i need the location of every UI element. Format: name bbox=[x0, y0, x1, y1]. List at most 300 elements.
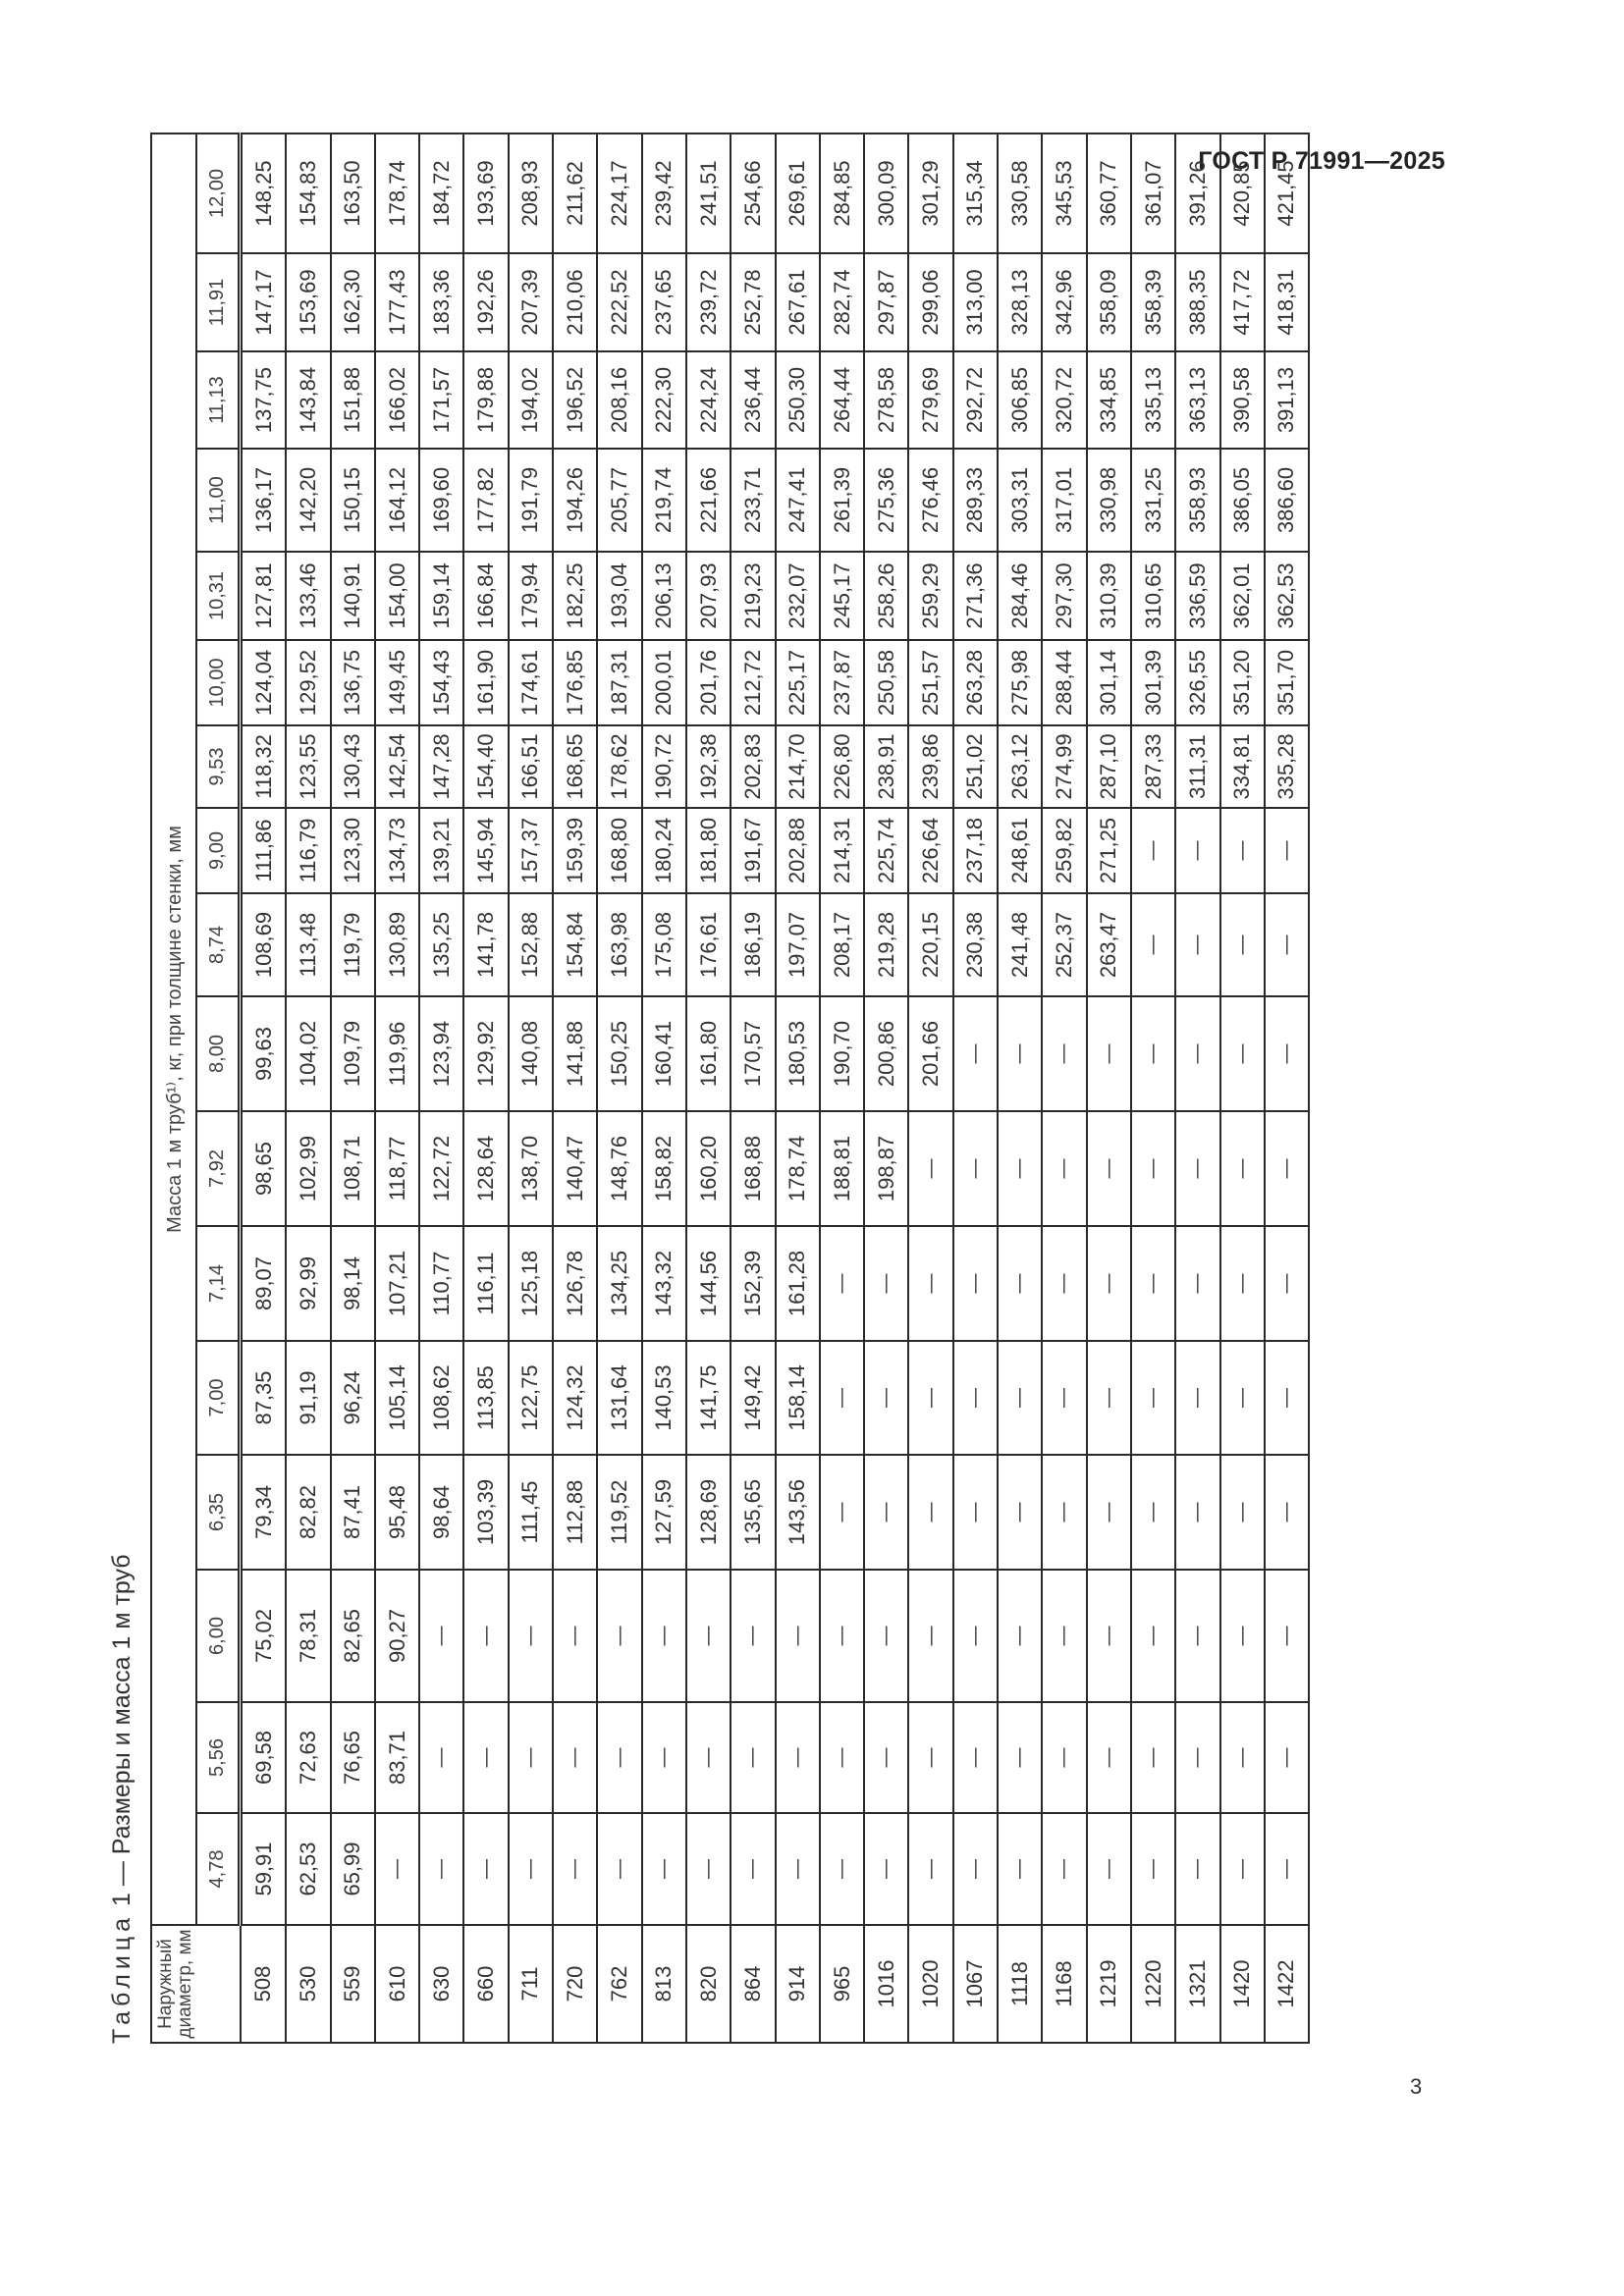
cell-mass: 184,72 bbox=[419, 133, 463, 253]
cell-mass: 362,01 bbox=[1220, 552, 1265, 640]
cell-mass: 210,06 bbox=[553, 253, 597, 351]
cell-mass: 328,13 bbox=[998, 253, 1042, 351]
table-row bbox=[241, 133, 287, 2043]
cell-mass: 326,55 bbox=[1175, 640, 1219, 725]
table-row bbox=[286, 133, 330, 2043]
cell-diameter: 1020 bbox=[908, 1925, 952, 2043]
cell-mass: 193,04 bbox=[597, 552, 641, 640]
cell-mass: 279,69 bbox=[908, 351, 952, 449]
cell-mass: 76,65 bbox=[331, 1702, 375, 1813]
cell-mass: 263,12 bbox=[998, 725, 1042, 808]
cell-mass: — bbox=[1265, 1702, 1309, 1813]
cell-mass: — bbox=[998, 1570, 1042, 1702]
table-row bbox=[642, 133, 686, 2043]
cell-diameter: 914 bbox=[776, 1925, 820, 2043]
cell-mass: — bbox=[820, 1455, 864, 1570]
cell-mass: — bbox=[731, 1570, 775, 1702]
cell-mass: 194,26 bbox=[553, 449, 597, 552]
cell-mass: 59,91 bbox=[241, 1813, 287, 1925]
cell-mass: 222,52 bbox=[597, 253, 641, 351]
cell-mass: 143,84 bbox=[286, 351, 330, 449]
cell-mass: — bbox=[864, 1570, 908, 1702]
cell-mass: 259,29 bbox=[908, 552, 952, 640]
cell-mass: — bbox=[953, 1341, 998, 1455]
cell-mass: — bbox=[998, 1226, 1042, 1341]
cell-mass: 140,53 bbox=[642, 1341, 686, 1455]
cell-mass: 275,98 bbox=[998, 640, 1042, 725]
cell-mass: 259,82 bbox=[1042, 808, 1086, 893]
cell-mass: 103,39 bbox=[463, 1455, 508, 1570]
table-row bbox=[463, 133, 508, 2043]
cell-mass: 194,02 bbox=[509, 351, 553, 449]
header-thickness-2: 6,00 bbox=[196, 1570, 241, 1702]
table-row bbox=[1087, 133, 1131, 2043]
cell-mass: 128,69 bbox=[686, 1455, 731, 1570]
cell-mass: 127,59 bbox=[642, 1455, 686, 1570]
cell-mass: 82,82 bbox=[286, 1455, 330, 1570]
cell-mass: — bbox=[908, 1455, 952, 1570]
cell-mass: 250,58 bbox=[864, 640, 908, 725]
cell-mass: 237,65 bbox=[642, 253, 686, 351]
cell-mass: 334,85 bbox=[1087, 351, 1131, 449]
pipe-mass-table bbox=[150, 133, 1310, 2044]
cell-mass: — bbox=[1087, 1702, 1131, 1813]
cell-mass: — bbox=[1087, 1455, 1131, 1570]
cell-mass: 168,65 bbox=[553, 725, 597, 808]
cell-mass: — bbox=[908, 1813, 952, 1925]
cell-mass: 119,79 bbox=[331, 893, 375, 996]
cell-mass: 222,30 bbox=[642, 351, 686, 449]
cell-mass: 166,51 bbox=[509, 725, 553, 808]
cell-mass: — bbox=[419, 1813, 463, 1925]
cell-mass: 418,31 bbox=[1265, 253, 1309, 351]
cell-diameter: 1016 bbox=[864, 1925, 908, 2043]
cell-mass: 143,32 bbox=[642, 1226, 686, 1341]
table-row bbox=[864, 133, 908, 2043]
cell-mass: 154,43 bbox=[419, 640, 463, 725]
cell-mass: 141,88 bbox=[553, 996, 597, 1111]
cell-mass: 179,88 bbox=[463, 351, 508, 449]
table-body bbox=[241, 133, 1310, 2043]
cell-mass: 208,16 bbox=[597, 351, 641, 449]
table-row bbox=[998, 133, 1042, 2043]
cell-mass: — bbox=[1265, 1570, 1309, 1702]
cell-mass: 161,80 bbox=[686, 996, 731, 1111]
cell-mass: — bbox=[1265, 1111, 1309, 1226]
cell-mass: 201,66 bbox=[908, 996, 952, 1111]
cell-mass: 148,25 bbox=[241, 133, 287, 253]
cell-mass: 127,81 bbox=[241, 552, 287, 640]
cell-mass: 192,38 bbox=[686, 725, 731, 808]
cell-mass: 181,80 bbox=[686, 808, 731, 893]
cell-diameter: 1118 bbox=[998, 1925, 1042, 2043]
cell-mass: — bbox=[908, 1570, 952, 1702]
cell-mass: 118,77 bbox=[375, 1111, 419, 1226]
cell-mass: — bbox=[1042, 1455, 1086, 1570]
cell-mass: 188,81 bbox=[820, 1111, 864, 1226]
cell-mass: — bbox=[1175, 1570, 1219, 1702]
cell-mass: — bbox=[731, 1702, 775, 1813]
cell-mass: — bbox=[419, 1702, 463, 1813]
cell-mass: 276,46 bbox=[908, 449, 952, 552]
cell-mass: 171,57 bbox=[419, 351, 463, 449]
cell-mass: 166,84 bbox=[463, 552, 508, 640]
cell-mass: 205,77 bbox=[597, 449, 641, 552]
cell-mass: 237,87 bbox=[820, 640, 864, 725]
cell-mass: 292,72 bbox=[953, 351, 998, 449]
cell-mass: — bbox=[1087, 1111, 1131, 1226]
cell-diameter: 965 bbox=[820, 1925, 864, 2043]
cell-mass: — bbox=[1220, 1341, 1265, 1455]
cell-mass: — bbox=[1265, 1455, 1309, 1570]
cell-mass: — bbox=[1087, 996, 1131, 1111]
cell-mass: 211,62 bbox=[553, 133, 597, 253]
table-caption-title: 1 — Размеры и масса 1 м труб bbox=[108, 1554, 135, 1913]
cell-mass: 158,14 bbox=[776, 1341, 820, 1455]
cell-mass: 200,01 bbox=[642, 640, 686, 725]
cell-mass: 116,11 bbox=[463, 1226, 508, 1341]
cell-mass: 202,88 bbox=[776, 808, 820, 893]
header-thickness-5: 7,14 bbox=[196, 1226, 241, 1341]
cell-mass: 421,45 bbox=[1265, 133, 1309, 253]
cell-mass: 144,56 bbox=[686, 1226, 731, 1341]
cell-diameter: 1422 bbox=[1265, 1925, 1309, 2043]
cell-mass: 161,28 bbox=[776, 1226, 820, 1341]
cell-mass: 225,17 bbox=[776, 640, 820, 725]
cell-mass: — bbox=[820, 1570, 864, 1702]
cell-mass: — bbox=[1220, 1111, 1265, 1226]
cell-mass: 134,25 bbox=[597, 1226, 641, 1341]
cell-mass: — bbox=[998, 1341, 1042, 1455]
cell-mass: — bbox=[1175, 1702, 1219, 1813]
cell-mass: 110,77 bbox=[419, 1226, 463, 1341]
table-row bbox=[375, 133, 419, 2043]
cell-mass: 345,53 bbox=[1042, 133, 1086, 253]
cell-mass: — bbox=[1087, 1570, 1131, 1702]
cell-mass: 335,13 bbox=[1131, 351, 1175, 449]
cell-mass: — bbox=[642, 1813, 686, 1925]
cell-mass: — bbox=[1131, 1455, 1175, 1570]
cell-mass: 361,07 bbox=[1131, 133, 1175, 253]
cell-mass: 152,88 bbox=[509, 893, 553, 996]
cell-mass: 278,58 bbox=[864, 351, 908, 449]
cell-mass: 310,65 bbox=[1131, 552, 1175, 640]
cell-mass: 118,32 bbox=[241, 725, 287, 808]
table-row bbox=[553, 133, 597, 2043]
cell-mass: 206,13 bbox=[642, 552, 686, 640]
cell-mass: 245,17 bbox=[820, 552, 864, 640]
cell-mass: — bbox=[1265, 808, 1309, 893]
cell-mass: 239,42 bbox=[642, 133, 686, 253]
cell-mass: 238,91 bbox=[864, 725, 908, 808]
cell-mass: — bbox=[553, 1813, 597, 1925]
cell-mass: 360,77 bbox=[1087, 133, 1131, 253]
cell-mass: — bbox=[998, 1111, 1042, 1226]
cell-mass: — bbox=[509, 1702, 553, 1813]
cell-mass: 208,17 bbox=[820, 893, 864, 996]
cell-mass: 90,27 bbox=[375, 1570, 419, 1702]
cell-mass: 136,75 bbox=[331, 640, 375, 725]
cell-mass: 315,34 bbox=[953, 133, 998, 253]
cell-diameter: 864 bbox=[731, 1925, 775, 2043]
cell-mass: — bbox=[686, 1702, 731, 1813]
cell-mass: 214,31 bbox=[820, 808, 864, 893]
cell-mass: 137,75 bbox=[241, 351, 287, 449]
cell-mass: 98,64 bbox=[419, 1455, 463, 1570]
cell-mass: 124,04 bbox=[241, 640, 287, 725]
cell-mass: 75,02 bbox=[241, 1570, 287, 1702]
cell-mass: 351,20 bbox=[1220, 640, 1265, 725]
cell-mass: — bbox=[1220, 1570, 1265, 1702]
cell-mass: 147,28 bbox=[419, 725, 463, 808]
cell-mass: — bbox=[1220, 1702, 1265, 1813]
cell-mass: — bbox=[553, 1702, 597, 1813]
cell-mass: 123,55 bbox=[286, 725, 330, 808]
cell-mass: — bbox=[1265, 1813, 1309, 1925]
cell-mass: 275,36 bbox=[864, 449, 908, 552]
cell-mass: 180,24 bbox=[642, 808, 686, 893]
cell-mass: — bbox=[1175, 1341, 1219, 1455]
page-number: 3 bbox=[1410, 2074, 1423, 2099]
cell-mass: 334,81 bbox=[1220, 725, 1265, 808]
cell-mass: — bbox=[1220, 1226, 1265, 1341]
cell-mass: — bbox=[731, 1813, 775, 1925]
cell-mass: 207,93 bbox=[686, 552, 731, 640]
cell-mass: 95,48 bbox=[375, 1455, 419, 1570]
cell-mass: 150,25 bbox=[597, 996, 641, 1111]
cell-mass: — bbox=[463, 1813, 508, 1925]
cell-mass: — bbox=[953, 1702, 998, 1813]
cell-mass: — bbox=[1131, 1226, 1175, 1341]
cell-mass: — bbox=[1131, 893, 1175, 996]
cell-mass: 248,61 bbox=[998, 808, 1042, 893]
cell-mass: — bbox=[1131, 808, 1175, 893]
cell-mass: — bbox=[509, 1813, 553, 1925]
cell-mass: 252,37 bbox=[1042, 893, 1086, 996]
cell-diameter: 1219 bbox=[1087, 1925, 1131, 2043]
cell-mass: — bbox=[642, 1570, 686, 1702]
cell-mass: 226,64 bbox=[908, 808, 952, 893]
cell-mass: 186,19 bbox=[731, 893, 775, 996]
cell-mass: — bbox=[1087, 1226, 1131, 1341]
cell-mass: — bbox=[1131, 996, 1175, 1111]
cell-mass: 232,07 bbox=[776, 552, 820, 640]
cell-mass: 160,20 bbox=[686, 1111, 731, 1226]
cell-mass: 83,71 bbox=[375, 1702, 419, 1813]
cell-diameter: 630 bbox=[419, 1925, 463, 2043]
cell-mass: 111,86 bbox=[241, 808, 287, 893]
cell-mass: 149,45 bbox=[375, 640, 419, 725]
cell-mass: — bbox=[686, 1570, 731, 1702]
cell-mass: — bbox=[998, 1702, 1042, 1813]
cell-mass: — bbox=[998, 1455, 1042, 1570]
cell-mass: 140,08 bbox=[509, 996, 553, 1111]
cell-mass: — bbox=[597, 1813, 641, 1925]
cell-mass: 177,43 bbox=[375, 253, 419, 351]
cell-diameter: 762 bbox=[597, 1925, 641, 2043]
cell-mass: 297,87 bbox=[864, 253, 908, 351]
cell-mass: — bbox=[776, 1702, 820, 1813]
cell-mass: 116,79 bbox=[286, 808, 330, 893]
cell-mass: 271,25 bbox=[1087, 808, 1131, 893]
cell-mass: 284,46 bbox=[998, 552, 1042, 640]
cell-mass: 178,74 bbox=[776, 1111, 820, 1226]
cell-mass: 98,14 bbox=[331, 1226, 375, 1341]
cell-mass: 113,48 bbox=[286, 893, 330, 996]
cell-mass: — bbox=[1220, 996, 1265, 1111]
cell-diameter: 711 bbox=[509, 1925, 553, 2043]
table-row bbox=[686, 133, 731, 2043]
cell-mass: 87,41 bbox=[331, 1455, 375, 1570]
cell-mass: 142,20 bbox=[286, 449, 330, 552]
cell-mass: 196,52 bbox=[553, 351, 597, 449]
cell-mass: 69,58 bbox=[241, 1702, 287, 1813]
cell-mass: 219,28 bbox=[864, 893, 908, 996]
cell-mass: 219,23 bbox=[731, 552, 775, 640]
cell-mass: — bbox=[1220, 1455, 1265, 1570]
cell-mass: — bbox=[553, 1570, 597, 1702]
cell-mass: 177,82 bbox=[463, 449, 508, 552]
cell-mass: — bbox=[998, 996, 1042, 1111]
cell-mass: 123,94 bbox=[419, 996, 463, 1111]
cell-mass: 72,63 bbox=[286, 1702, 330, 1813]
header-thickness-3: 6,35 bbox=[196, 1455, 241, 1570]
cell-mass: 191,79 bbox=[509, 449, 553, 552]
cell-mass: 123,30 bbox=[331, 808, 375, 893]
cell-mass: 161,90 bbox=[463, 640, 508, 725]
cell-mass: 149,42 bbox=[731, 1341, 775, 1455]
header-thickness-9: 9,00 bbox=[196, 808, 241, 893]
cell-mass: — bbox=[953, 1226, 998, 1341]
table-caption-prefix: Таблица bbox=[108, 1912, 135, 2044]
cell-mass: 191,67 bbox=[731, 808, 775, 893]
cell-mass: 391,13 bbox=[1265, 351, 1309, 449]
cell-mass: 219,74 bbox=[642, 449, 686, 552]
cell-diameter: 610 bbox=[375, 1925, 419, 2043]
cell-mass: 108,71 bbox=[331, 1111, 375, 1226]
cell-diameter: 508 bbox=[241, 1925, 287, 2043]
cell-mass: 313,00 bbox=[953, 253, 998, 351]
cell-mass: 87,35 bbox=[241, 1341, 287, 1455]
cell-diameter: 530 bbox=[286, 1925, 330, 2043]
table-row bbox=[1265, 133, 1309, 2043]
header-outer-diameter: Наружный диаметр, мм bbox=[151, 1925, 241, 2043]
cell-mass: 96,24 bbox=[331, 1341, 375, 1455]
cell-mass: 182,25 bbox=[553, 552, 597, 640]
cell-mass: 221,66 bbox=[686, 449, 731, 552]
table-row bbox=[419, 133, 463, 2043]
cell-mass: — bbox=[820, 1813, 864, 1925]
cell-mass: — bbox=[864, 1341, 908, 1455]
cell-mass: 198,87 bbox=[864, 1111, 908, 1226]
cell-mass: 158,82 bbox=[642, 1111, 686, 1226]
cell-mass: 135,25 bbox=[419, 893, 463, 996]
cell-mass: 153,69 bbox=[286, 253, 330, 351]
cell-mass: — bbox=[820, 1702, 864, 1813]
cell-mass: 104,02 bbox=[286, 996, 330, 1111]
cell-diameter: 559 bbox=[331, 1925, 375, 2043]
cell-mass: 330,58 bbox=[998, 133, 1042, 253]
cell-mass: — bbox=[1042, 1702, 1086, 1813]
cell-mass: 250,30 bbox=[776, 351, 820, 449]
cell-mass: — bbox=[1265, 1226, 1309, 1341]
cell-mass: 284,85 bbox=[820, 133, 864, 253]
cell-mass: 79,34 bbox=[241, 1455, 287, 1570]
cell-mass: — bbox=[1042, 1813, 1086, 1925]
cell-mass: 160,41 bbox=[642, 996, 686, 1111]
cell-mass: 224,24 bbox=[686, 351, 731, 449]
cell-mass: 138,70 bbox=[509, 1111, 553, 1226]
cell-mass: 119,96 bbox=[375, 996, 419, 1111]
cell-mass: — bbox=[776, 1570, 820, 1702]
cell-mass: 363,13 bbox=[1175, 351, 1219, 449]
cell-mass: — bbox=[1131, 1813, 1175, 1925]
cell-mass: 274,99 bbox=[1042, 725, 1086, 808]
cell-mass: 351,70 bbox=[1265, 640, 1309, 725]
header-thickness-10: 9,53 bbox=[196, 725, 241, 808]
cell-mass: — bbox=[908, 1702, 952, 1813]
cell-mass: — bbox=[1131, 1570, 1175, 1702]
cell-mass: 176,85 bbox=[553, 640, 597, 725]
cell-mass: 239,72 bbox=[686, 253, 731, 351]
cell-mass: — bbox=[1042, 1341, 1086, 1455]
table-row bbox=[1042, 133, 1086, 2043]
cell-mass: 263,47 bbox=[1087, 893, 1131, 996]
header-thickness-13: 11,00 bbox=[196, 449, 241, 552]
header-thickness-4: 7,00 bbox=[196, 1341, 241, 1455]
cell-diameter: 1168 bbox=[1042, 1925, 1086, 2043]
cell-mass: 237,18 bbox=[953, 808, 998, 893]
cell-mass: 125,18 bbox=[509, 1226, 553, 1341]
cell-mass: — bbox=[1265, 893, 1309, 996]
cell-mass: 139,21 bbox=[419, 808, 463, 893]
cell-mass: 282,74 bbox=[820, 253, 864, 351]
cell-diameter: 820 bbox=[686, 1925, 731, 2043]
table-row bbox=[1131, 133, 1175, 2043]
cell-mass: 162,30 bbox=[331, 253, 375, 351]
cell-mass: 131,64 bbox=[597, 1341, 641, 1455]
cell-mass: 109,79 bbox=[331, 996, 375, 1111]
cell-mass: 143,56 bbox=[776, 1455, 820, 1570]
cell-mass: 301,29 bbox=[908, 133, 952, 253]
cell-mass: 233,71 bbox=[731, 449, 775, 552]
cell-mass: 159,14 bbox=[419, 552, 463, 640]
cell-mass: 179,94 bbox=[509, 552, 553, 640]
cell-mass: — bbox=[1220, 808, 1265, 893]
cell-mass: — bbox=[1131, 1341, 1175, 1455]
header-thickness-0: 4,78 bbox=[196, 1813, 241, 1925]
cell-mass: — bbox=[1220, 1813, 1265, 1925]
cell-mass: 147,17 bbox=[241, 253, 287, 351]
cell-mass: 193,69 bbox=[463, 133, 508, 253]
cell-mass: 169,60 bbox=[419, 449, 463, 552]
cell-mass: — bbox=[1087, 1341, 1131, 1455]
cell-mass: — bbox=[864, 1455, 908, 1570]
cell-mass: 207,39 bbox=[509, 253, 553, 351]
cell-mass: 310,39 bbox=[1087, 552, 1131, 640]
cell-mass: — bbox=[1175, 996, 1219, 1111]
header-mass: Масса 1 м труб¹⁾, кг, при толщине стенки, мм bbox=[151, 133, 196, 1925]
header-thickness-12: 10,31 bbox=[196, 552, 241, 640]
cell-mass: 271,36 bbox=[953, 552, 998, 640]
cell-mass: 300,09 bbox=[864, 133, 908, 253]
cell-mass: 297,30 bbox=[1042, 552, 1086, 640]
cell-mass: 122,75 bbox=[509, 1341, 553, 1455]
cell-mass: 306,85 bbox=[998, 351, 1042, 449]
cell-mass: 183,36 bbox=[419, 253, 463, 351]
cell-mass: 417,72 bbox=[1220, 253, 1265, 351]
cell-mass: 150,15 bbox=[331, 449, 375, 552]
